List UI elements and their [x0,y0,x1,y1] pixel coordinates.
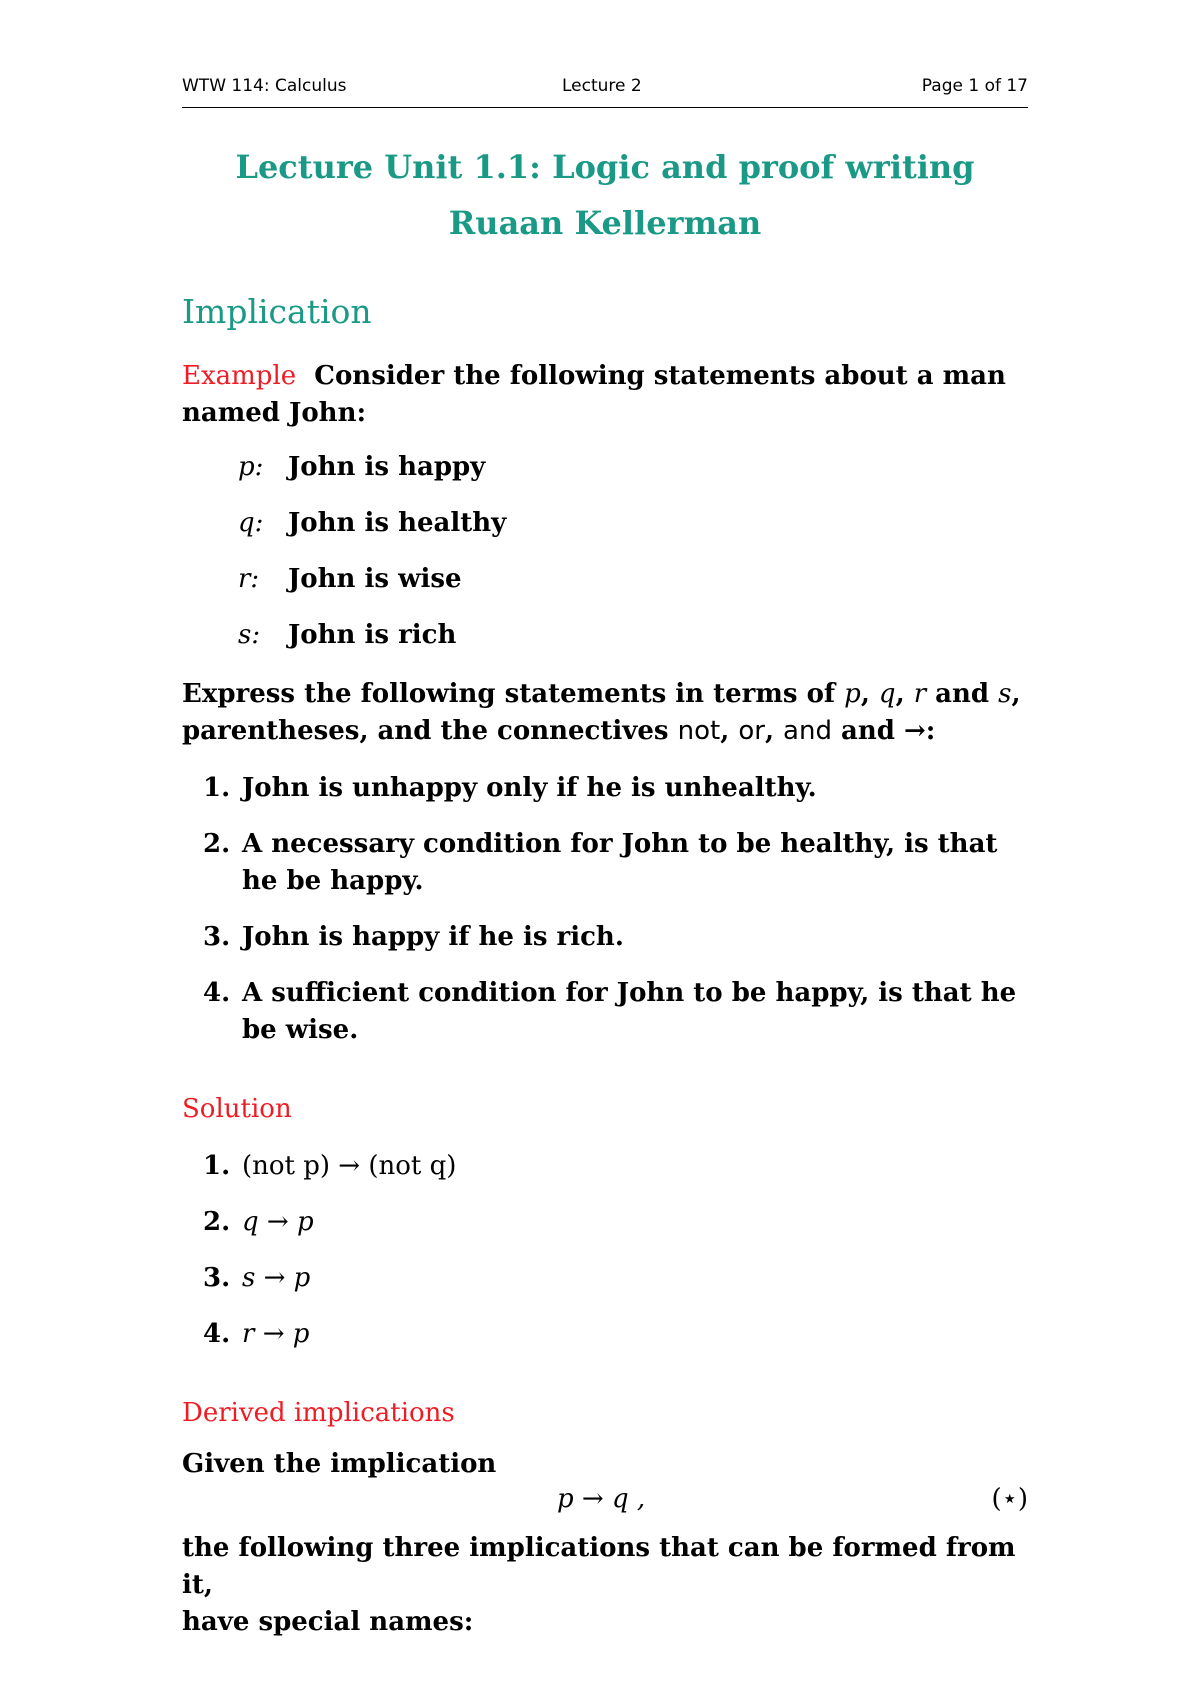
solution-heading: Solution [182,1094,292,1124]
var-s: s [998,679,1012,709]
item-text: John is happy if he is rich. [242,922,624,952]
express-text: Express the following statements in terms of [182,679,845,709]
formula-expression: p → q , [557,1484,646,1514]
connective-not: not [677,716,721,746]
item-number: 1. [203,1151,231,1181]
item-number: 4. [203,978,231,1008]
item-number: 2. [203,829,231,859]
item-text: John is unhappy only if he is unhealthy. [242,773,817,803]
solution-item-4 [203,1316,1028,1353]
lecture-number: Lecture 2 [562,76,642,96]
derived-after [182,1530,1028,1641]
example-intro-line1: Consider the following statements about a man [314,361,1006,391]
item-text: (not p) → (not q) [242,1151,457,1181]
item-number: 3. [203,1263,231,1293]
derived-given: Given the implication [182,1449,497,1479]
item-number: 1. [203,773,231,803]
item-number: 4. [203,1319,231,1349]
page-header [182,76,1028,106]
solution-item-3 [203,1260,1028,1297]
statement-text: John is rich [288,620,457,650]
item-number: 3. [203,922,231,952]
item-text: A necessary condition for John to be healthy, is that he be happy. [242,829,998,896]
statement-var: p: [238,452,264,482]
connective-and: and [783,716,832,746]
derived-after-line1: the following three implications that can be formed from it, [182,1533,1016,1600]
express-text-2: parentheses, and the connectives [182,716,678,746]
example-item-4 [203,975,1028,1049]
page-number: Page 1 of 17 [921,76,1028,96]
express-instructions: Express the following statements in terms of p, q, r and s, parentheses, and the connectives not, or, and and →: [182,679,1021,746]
statement-text: John is healthy [288,508,507,538]
statement-text: John is happy [288,452,486,482]
example-intro [182,358,1028,432]
statement-p [238,452,485,482]
document-title: Lecture Unit 1.1: Logic and proof writing [235,148,975,186]
item-text: q → p [242,1207,314,1237]
var-p: p [844,679,861,709]
solution-item-2 [203,1204,1028,1241]
header-rule [182,107,1028,108]
var-q: q [878,679,896,709]
statement-var: r: [238,564,260,594]
author-name: Ruaan Kellerman [448,204,762,242]
statement-var: s: [238,620,261,650]
derived-implications-heading: Derived implications [182,1398,455,1428]
formula-tag: (⋆) [991,1484,1028,1514]
example-item-1 [203,770,1028,807]
example-intro-line2: named John: [182,398,367,428]
connective-or: or [738,716,765,746]
statement-text: John is wise [288,564,462,594]
example-item-3 [203,919,1028,956]
express-and: and [926,679,999,709]
statement-s [238,620,456,650]
example-label: Example [182,361,297,391]
item-number: 2. [203,1207,231,1237]
statement-q [238,508,506,538]
var-r: r [913,679,927,709]
course-title: WTW 114: Calculus [182,76,347,96]
derived-after-line2: have special names: [182,1607,474,1637]
express-text-3: and →: [831,716,936,746]
statement-r [238,564,462,594]
item-text: s → p [242,1263,311,1293]
statement-var: q: [238,508,264,538]
item-text: r → p [242,1319,310,1349]
item-text: A sufficient condition for John to be happy, is that he be wise. [242,978,1017,1045]
example-item-2 [203,826,1028,900]
solution-item-1 [203,1148,1028,1185]
section-heading-implication: Implication [182,292,372,331]
